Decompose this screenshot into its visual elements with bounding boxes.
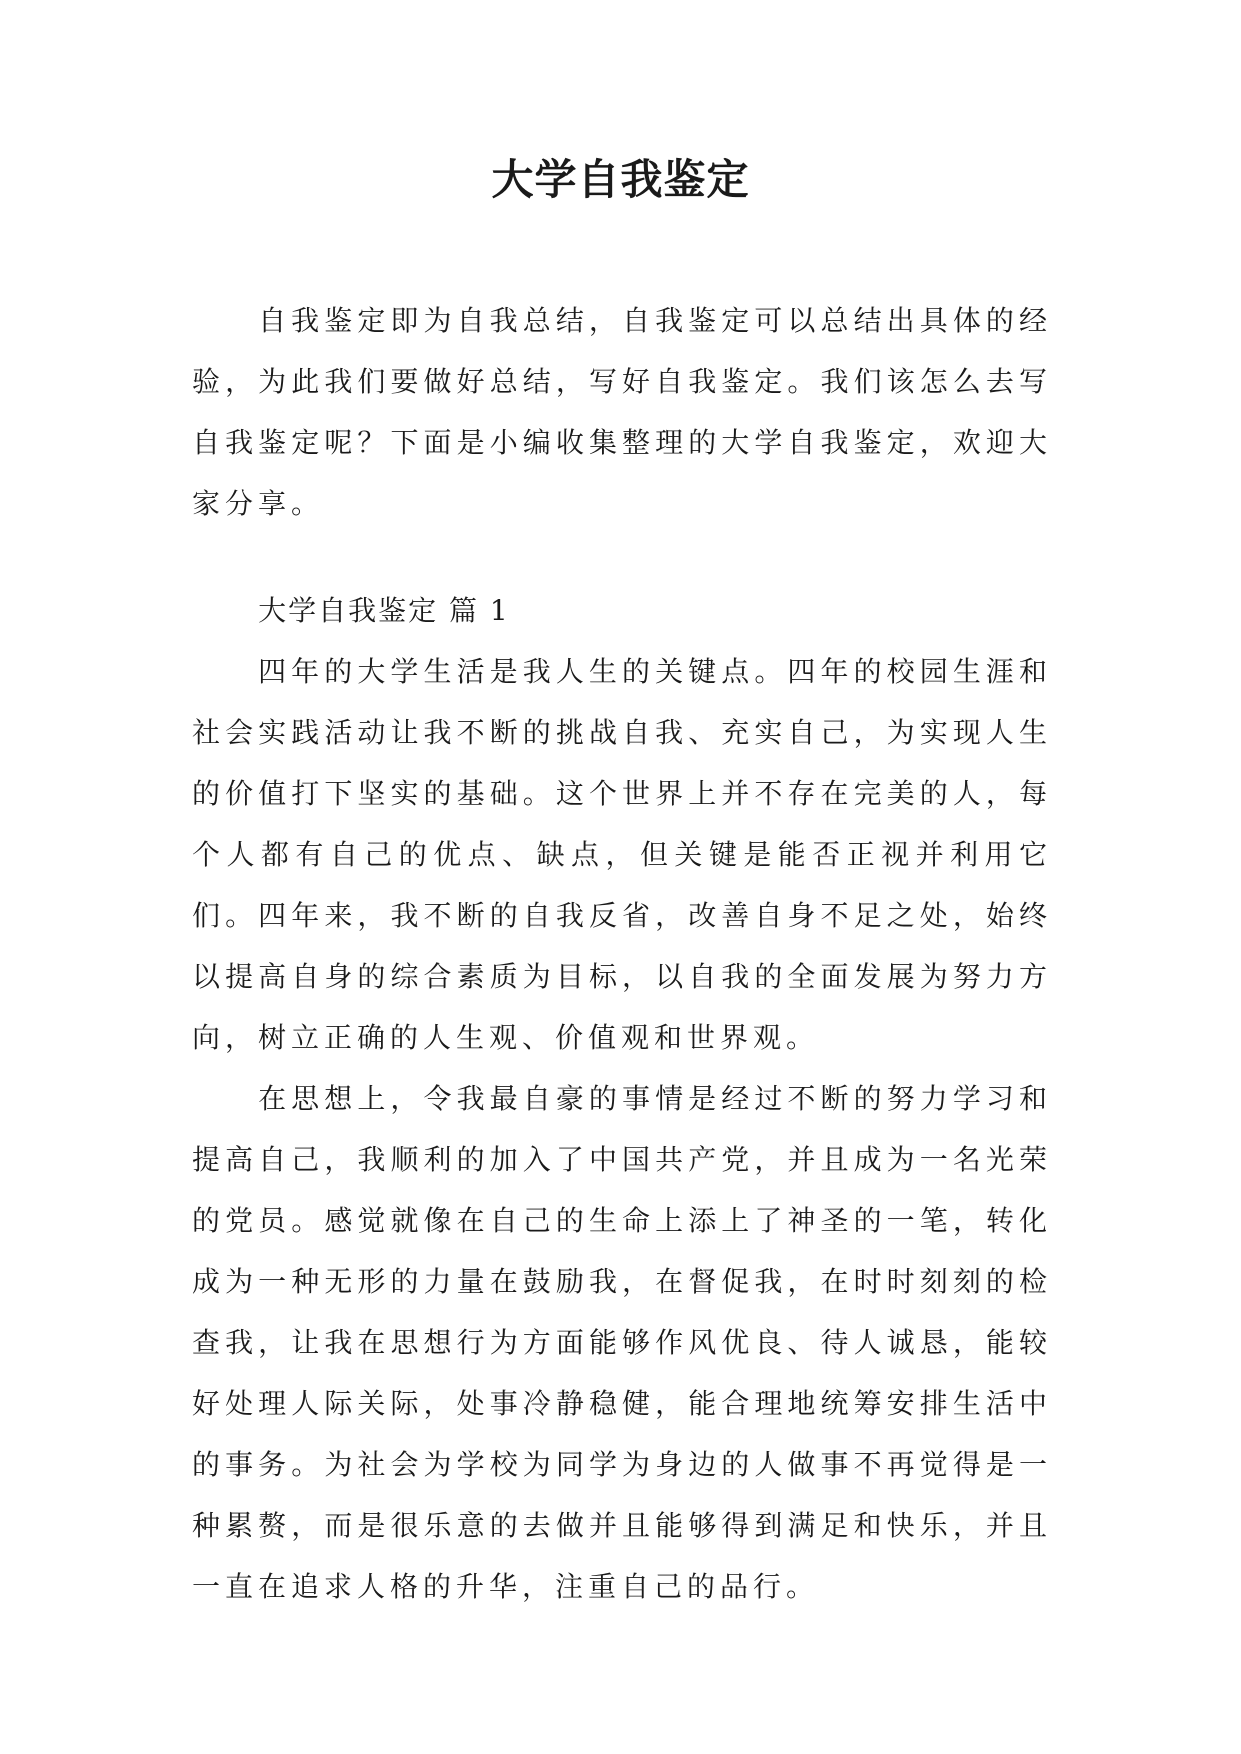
section-1 [192, 580, 1052, 1617]
section-heading: 大学自我鉴定 篇 1 [258, 594, 510, 627]
body-paragraph: 四年的大学生活是我人生的关键点。四年的校园生涯和社会实践活动让我不断的挑战自我、充实自己，为实现人生的价值打下坚实的基础。这个世界上并不存在完美的人，每个人都有自己的优点、缺点，但关键是能否正视并利用它们。四年来，我不断的自我反省，改善自身不足之处，始终以提高自身的综合素质为目标，以自我的全面发展为努力方向，树立正确的人生观、价值观和世界观。 [192, 655, 1052, 1054]
intro-paragraph: 自我鉴定即为自我总结，自我鉴定可以总结出具体的经验，为此我们要做好总结，写好自我鉴定。我们该怎么去写自我鉴定呢？下面是小编收集整理的大学自我鉴定，欢迎大家分享。 [192, 304, 1052, 520]
body-paragraph: 在思想上，令我最自豪的事情是经过不断的努力学习和提高自己，我顺利的加入了中国共产党，并且成为一名光荣的党员。感觉就像在自己的生命上添上了神圣的一笔，转化成为一种无形的力量在鼓励我，在督促我，在时时刻刻的检查我，让我在思想行为方面能够作风优良、待人诚恳，能较好处理人际关际，处事冷静稳健，能合理地统筹安排生活中的事务。为社会为学校为同学为身边的人做事不再觉得是一种累赘，而是很乐意的去做并且能够得到满足和快乐，并且一直在追求人格的升华，注重自己的品行。 [192, 1082, 1052, 1603]
intro-section [192, 290, 1052, 534]
document-title: 大学自我鉴定 [491, 155, 750, 204]
